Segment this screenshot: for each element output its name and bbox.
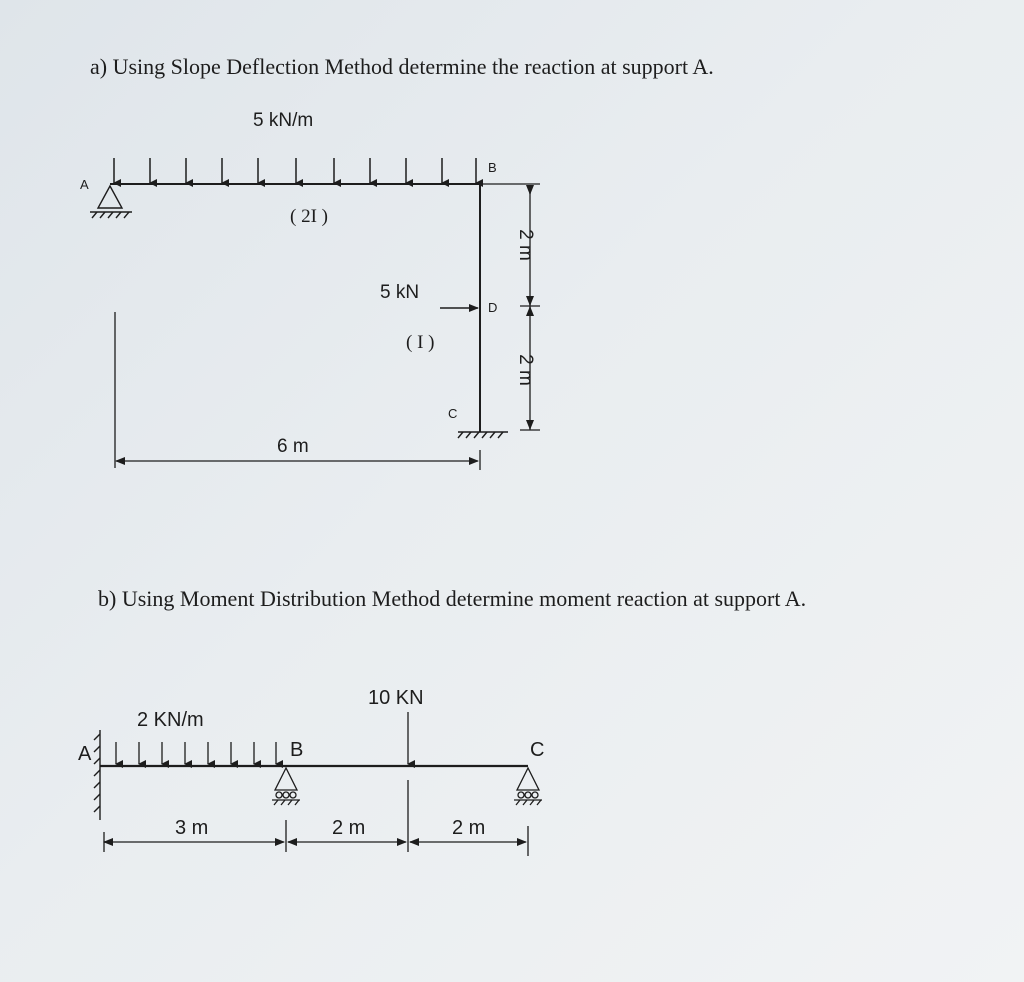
udl-label-b: 2 KN/m [137, 709, 204, 731]
node-b-label-b: B [290, 739, 304, 761]
vertical-dimension-a [520, 186, 540, 430]
node-b-label: B [488, 160, 497, 175]
node-d-label: D [488, 300, 498, 315]
column-stiffness-label: ( I ) [406, 332, 435, 353]
dim-dc-label: 2 m [515, 354, 536, 386]
node-a-label-b: A [78, 743, 92, 765]
dim-bd-label: 2 m [515, 229, 536, 261]
pin-support-a [90, 186, 132, 218]
beam-stiffness-label: ( 2I ) [290, 206, 328, 227]
udl-label-a: 5 kN/m [253, 110, 314, 131]
roller-support-b [272, 768, 300, 805]
node-c-label: C [448, 406, 458, 421]
fixed-support-c [458, 432, 508, 438]
beam-b-diagram [78, 687, 544, 856]
fixed-support-a-b [94, 730, 100, 820]
node-a-label: A [80, 177, 89, 192]
dim-ab-label: 3 m [175, 817, 209, 839]
udl-arrows-a [114, 158, 476, 183]
dim-span-label: 6 m [277, 436, 309, 457]
frame-a [80, 110, 540, 470]
question-a: a) Using Slope Deflection Method determine the reaction at support A. [90, 54, 714, 79]
dim-b-load-label: 2 m [332, 817, 366, 839]
point-load-label-a: 5 kN [380, 282, 420, 303]
point-load-label-b: 10 KN [368, 687, 424, 709]
dim-load-c-label: 2 m [452, 817, 486, 839]
question-b: b) Using Moment Distribution Method determine moment reaction at support A. [98, 586, 807, 611]
udl-arrows-b [116, 742, 276, 764]
roller-support-c [514, 768, 542, 805]
node-c-label-b: C [530, 739, 545, 761]
